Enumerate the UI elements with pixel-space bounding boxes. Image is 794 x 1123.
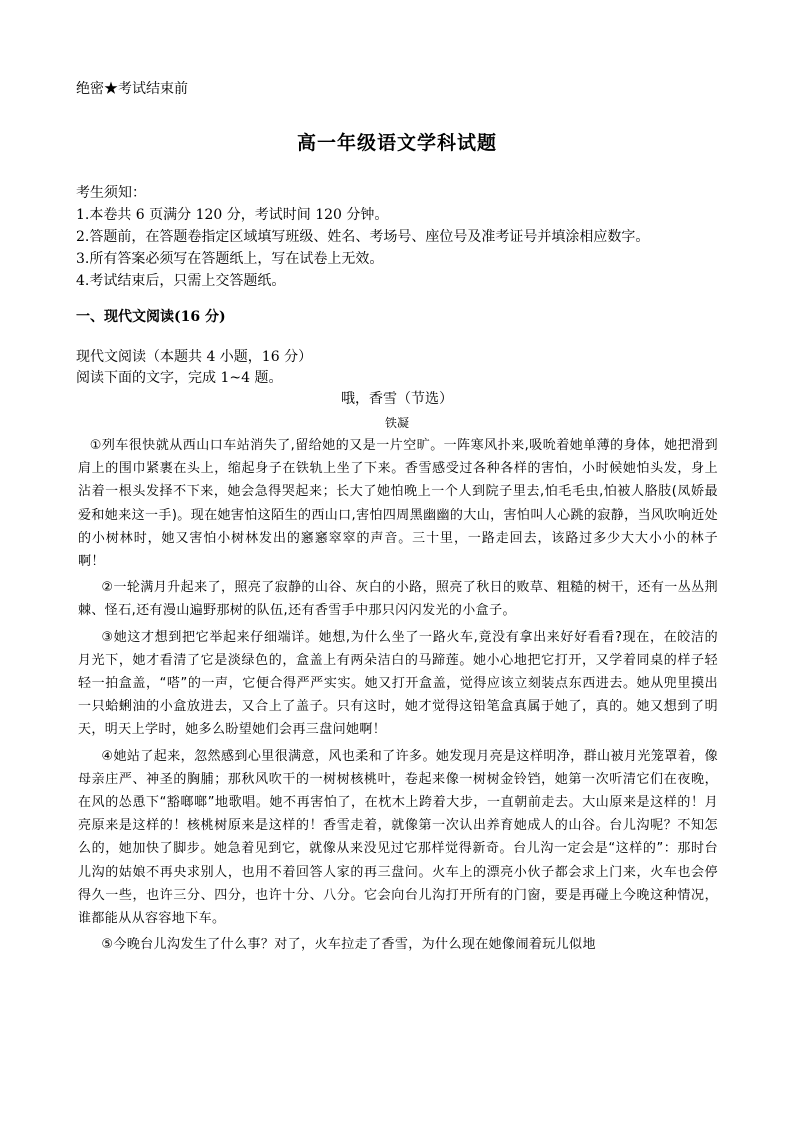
- passage-author: 铁凝: [384, 416, 409, 430]
- passage-paragraph: ⑤今晚台儿沟发生了什么事？对了，火车拉走了香雪，为什么现在她像闹着玩儿似地: [101, 937, 596, 953]
- passage-paragraph: ③她这才想到把它举起来仔细端详。她想,为什么坐了一路火车,竟没有拿出来好好看看?现在，在皎洁的月光下，她才看清了它是淡绿色的，盒盖上有两朵洁白的马蹄莲。她小心地把它打开，又学着同桌的样子轻轻一拍盒盖，“嗒”的一声，它便合得严严实实。她又打开盒盖，觉得应该立刻装点东西进去。她从兜里摸出一只蛤蜊油的小盒放进去，又合上了盖子。只有这时，她才觉得这铅笔盒真属于她了，真的。她又想到了明天，明天上学时，她多么盼望她们会再三盘问她啊！: [78, 629, 718, 738]
- confidential-label: 绝密★考试结束前: [76, 81, 188, 97]
- section-heading: 一、现代文阅读(16 分): [76, 309, 226, 325]
- notice-item: 1.本卷共 6 页满分 120 分，考试时间 120 分钟。: [76, 207, 389, 223]
- reading-intro: [76, 347, 312, 389]
- passage-paragraph: ④她站了起来，忽然感到心里很满意，风也柔和了许多。她发现月亮是这样明净，群山被月光笼罩着，像母亲庄严、神圣的胸脯；那秋风吹干的一树树核桃叶，卷起来像一树树金铃铛，她第一次听清它们在夜晚，在风的怂恿下“豁啷啷”地歌唱。她不再害怕了，在枕木上跨着大步，一直朝前走去。大山原来是这样的！月亮原来是这样的！核桃树原来是这样的！香雪走着，就像第一次认出养育她成人的山谷。台儿沟呢？不知怎么的，她加快了脚步。她急着见到它，就像从来没见过它那样觉得新奇。台儿沟一定会是“这样的”：那时台儿沟的姑娘不再央求别人，也用不着回答人家的再三盘问。火车上的漂亮小伙子都会求上门来，火车也会停得久一些，也许三分、四分，也许十分、八分。它会向台儿沟打开所有的门窗，要是再碰上今晚这种情况，谁都能从从容容地下车。: [78, 748, 718, 927]
- page-title: 高一年级语文学科试题: [296, 132, 497, 154]
- notice-item: 4.考试结束后，只需上交答题纸。: [76, 273, 286, 289]
- notice-item: 3.所有答案必须写在答题纸上，写在试卷上无效。: [76, 251, 384, 267]
- reading-intro-line: 现代文阅读（本题共 4 小题，16 分）: [76, 349, 313, 365]
- notice-heading: 考生须知：: [76, 185, 146, 201]
- passage-title: 哦，香雪（节选）: [341, 391, 453, 407]
- exam-notice: [76, 182, 756, 292]
- passage-paragraph: ②一轮满月升起来了，照亮了寂静的山谷、灰白的小路，照亮了秋日的败草、粗糙的树干，还有一丛丛荆棘、怪石,还有漫山遍野那树的队伍,还有香雪手中那只闪闪发光的小盒子。: [78, 580, 718, 619]
- reading-intro-line: 阅读下面的文字，完成 1~4 题。: [76, 370, 283, 386]
- passage-paragraph: ①列车很快就从西山口车站消失了,留给她的又是一片空旷。一阵寒风扑来,吸吮着她单薄的身体，她把滑到肩上的围巾紧裹在头上，缩起身子在铁轨上坐了下来。香雪感受过各种各样的害怕，小时候她怕头发，身上沾着一根头发择不下来，她会急得哭起来；长大了她怕晚上一个人到院子里去,怕毛毛虫,怕被人胳肢(凤娇最爱和她来这一手)。现在她害怕这陌生的西山口,害怕四周黑幽幽的大山，害怕叫人心跳的寂静，当风吹响近处的小树林时，她又害怕小树林发出的窸窸窣窣的声音。三十里，一路走回去，该路过多少大大小小的林子啊！: [78, 438, 718, 570]
- passage-body: [78, 434, 718, 959]
- notice-item: 2.答题前，在答题卷指定区域填写班级、姓名、考场号、座位号及准考证号并填涂相应数字。: [76, 229, 650, 245]
